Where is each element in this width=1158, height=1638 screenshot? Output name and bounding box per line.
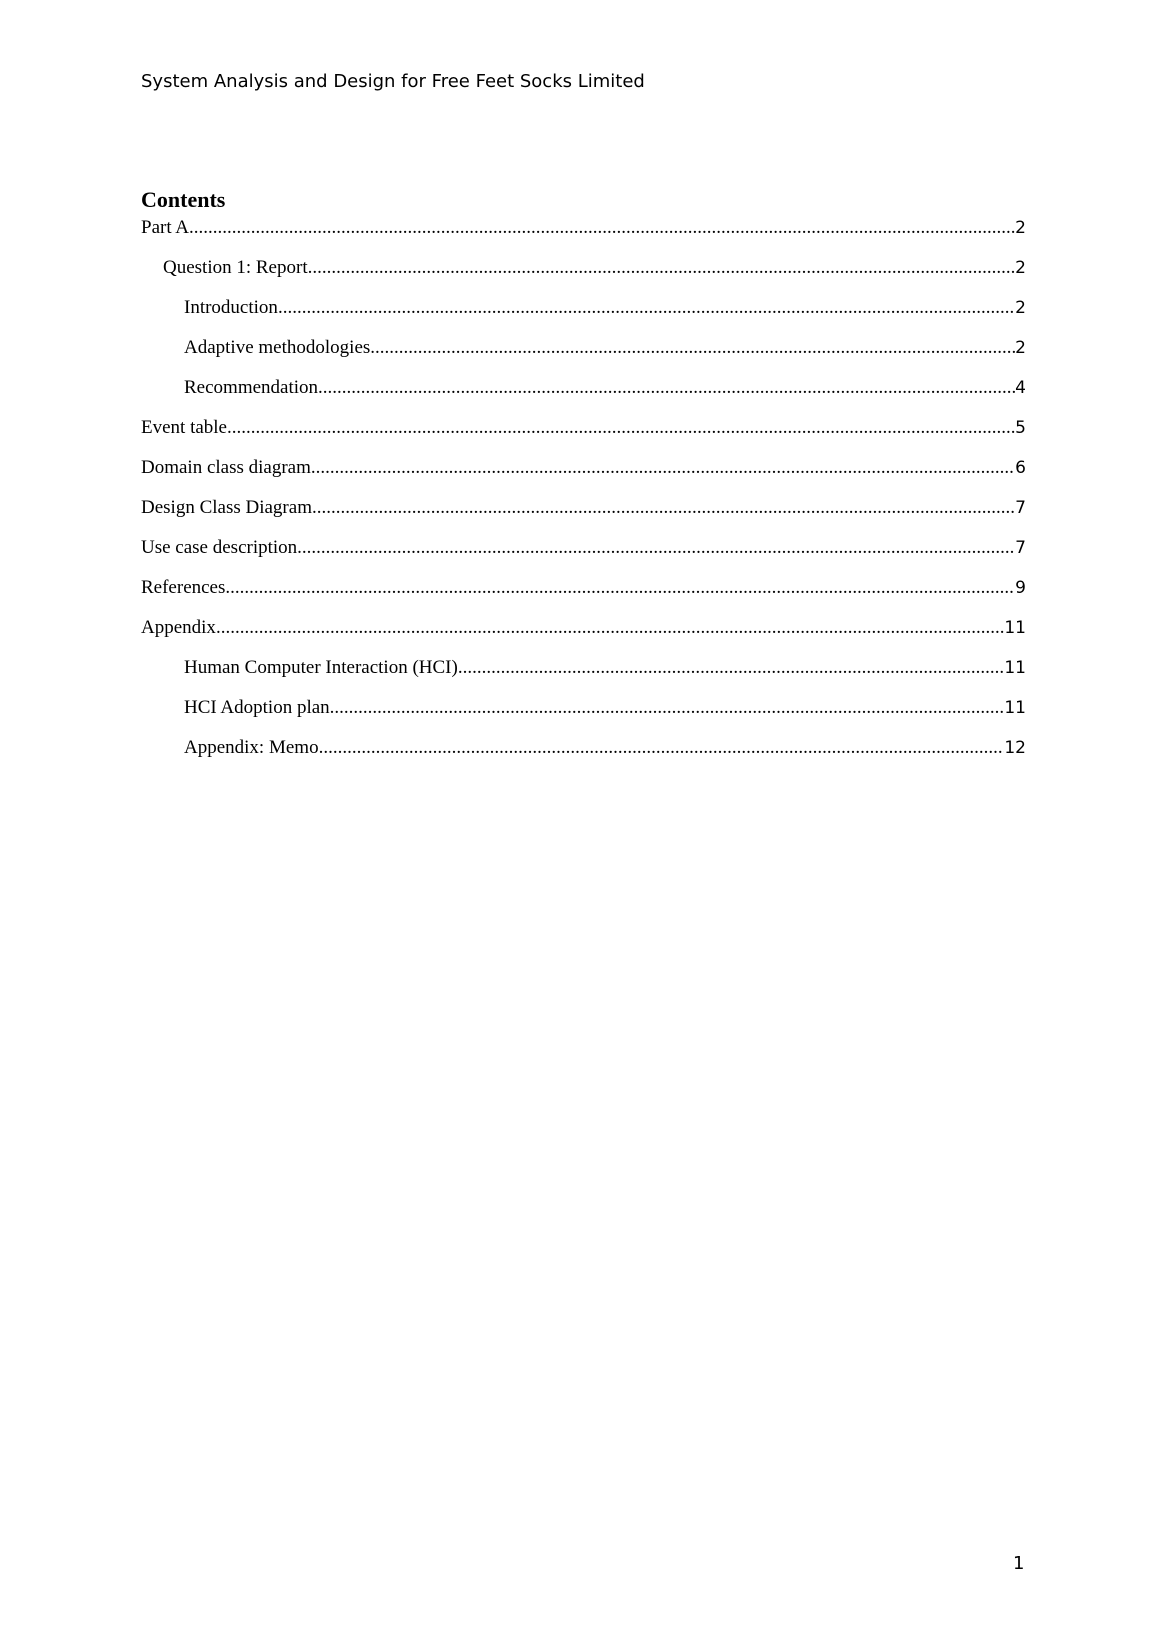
toc-entry-event-table[interactable] bbox=[141, 416, 1026, 456]
toc-entry-page: 12 bbox=[1004, 738, 1026, 758]
toc-entry-page: 2 bbox=[1015, 218, 1026, 238]
toc-entry-page: 7 bbox=[1015, 538, 1026, 558]
toc-dot-leader bbox=[297, 536, 1015, 560]
toc-dot-leader bbox=[225, 576, 1015, 600]
toc-entry-label: Question 1: Report bbox=[163, 257, 308, 278]
toc-entry-label: Part A bbox=[141, 217, 190, 238]
toc-dot-leader bbox=[312, 496, 1015, 520]
toc-dot-leader bbox=[308, 256, 1016, 280]
toc-entry-page: 6 bbox=[1015, 458, 1026, 478]
toc-entry-label: HCI Adoption plan bbox=[184, 697, 330, 718]
page-number: 1 bbox=[1013, 1553, 1025, 1574]
toc-entry-label: Use case description bbox=[141, 537, 298, 558]
toc-entry-label: Appendix bbox=[141, 617, 216, 638]
toc-dot-leader bbox=[318, 376, 1015, 400]
toc-entry-label: Domain class diagram bbox=[141, 457, 311, 478]
toc-dot-leader bbox=[330, 696, 1005, 720]
toc-entry-recommendation[interactable] bbox=[141, 376, 1026, 416]
toc-entry-hci[interactable] bbox=[141, 656, 1026, 696]
toc-entry-appendix[interactable] bbox=[141, 616, 1026, 656]
toc-entry-adaptive-methodologies[interactable] bbox=[141, 336, 1026, 376]
toc-dot-leader bbox=[227, 416, 1015, 440]
toc-entry-label: Human Computer Interaction (HCI) bbox=[184, 657, 458, 678]
toc-entry-page: 2 bbox=[1015, 298, 1026, 318]
toc-entry-label: Event table bbox=[141, 417, 227, 438]
toc-entry-page: 9 bbox=[1015, 578, 1026, 598]
toc-dot-leader bbox=[278, 296, 1015, 320]
toc-dot-leader bbox=[370, 336, 1015, 360]
toc-entry-page: 11 bbox=[1004, 618, 1026, 638]
toc-entry-label: References bbox=[141, 577, 226, 598]
toc-dot-leader bbox=[319, 736, 1005, 760]
toc-title: Contents bbox=[141, 187, 226, 212]
toc-entry-page: 11 bbox=[1004, 698, 1026, 718]
toc-entry-page: 7 bbox=[1015, 498, 1026, 518]
toc-entry-page: 5 bbox=[1015, 418, 1026, 438]
toc-entry-design-class-diagram[interactable] bbox=[141, 496, 1026, 536]
toc-entry-page: 2 bbox=[1015, 338, 1026, 358]
toc-dot-leader bbox=[458, 656, 1005, 680]
toc-entry-use-case-description[interactable] bbox=[141, 536, 1026, 576]
toc-entry-part-a[interactable] bbox=[141, 216, 1026, 256]
toc-dot-leader bbox=[311, 456, 1015, 480]
table-of-contents bbox=[141, 186, 1026, 776]
toc-entry-page: 4 bbox=[1015, 378, 1026, 398]
toc-entry-label: Adaptive methodologies bbox=[184, 337, 371, 358]
toc-dot-leader bbox=[216, 616, 1004, 640]
toc-dot-leader bbox=[189, 216, 1015, 240]
toc-entry-label: Introduction bbox=[184, 297, 278, 318]
running-header: System Analysis and Design for Free Feet Socks Limited bbox=[141, 71, 645, 92]
toc-entry-appendix-memo[interactable] bbox=[141, 736, 1026, 776]
toc-entry-label: Appendix: Memo bbox=[184, 737, 319, 758]
toc-entry-page: 11 bbox=[1004, 658, 1026, 678]
toc-entry-hci-adoption-plan[interactable] bbox=[141, 696, 1026, 736]
toc-entry-page: 2 bbox=[1015, 258, 1026, 278]
toc-entry-references[interactable] bbox=[141, 576, 1026, 616]
toc-entry-introduction[interactable] bbox=[141, 296, 1026, 336]
toc-entry-label: Recommendation bbox=[184, 377, 319, 398]
toc-entry-question-1-report[interactable] bbox=[141, 256, 1026, 296]
toc-entry-label: Design Class Diagram bbox=[141, 497, 312, 518]
toc-entry-domain-class-diagram[interactable] bbox=[141, 456, 1026, 496]
